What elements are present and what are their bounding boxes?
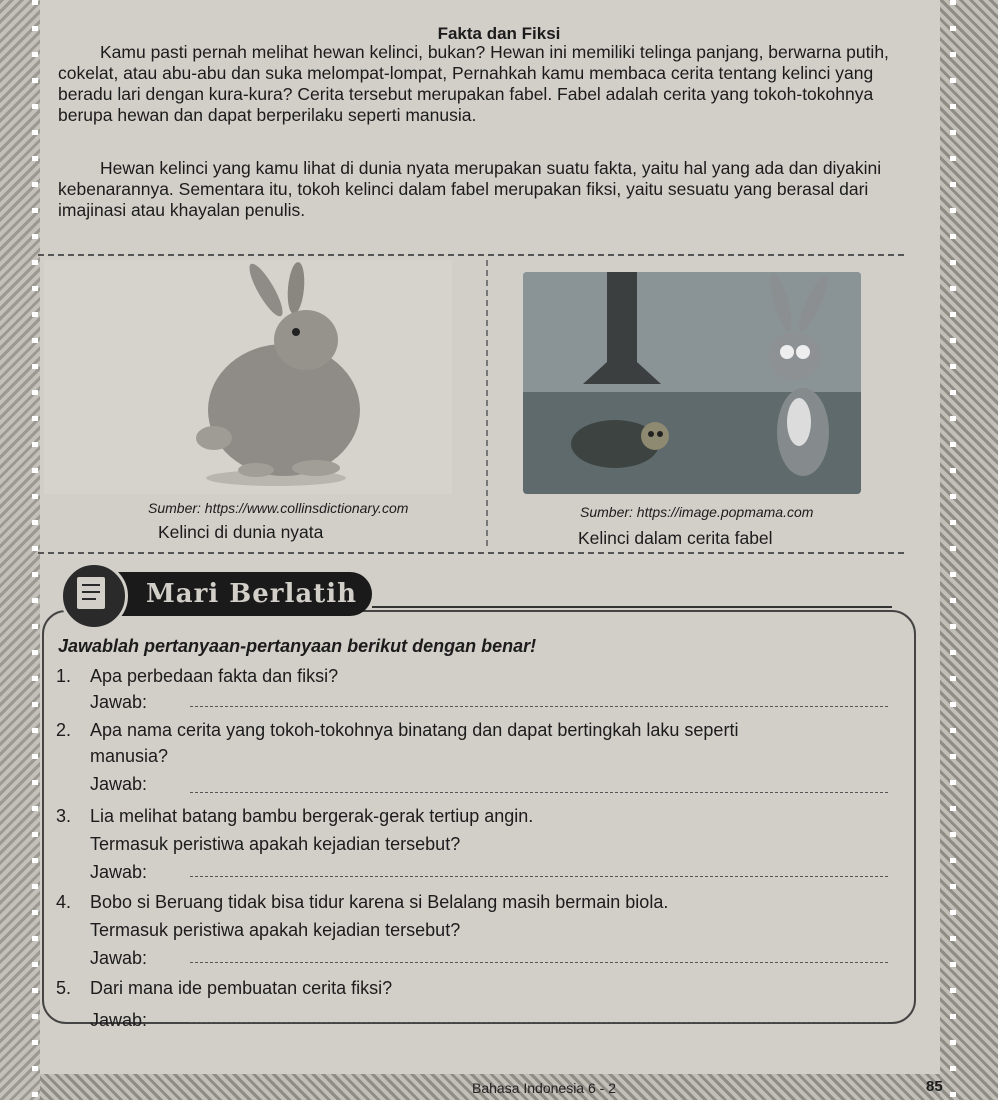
answer-label: Jawab:: [90, 862, 148, 882]
fable-rabbit-illustration: [523, 272, 861, 494]
notebook-icon: [60, 562, 128, 630]
question-5: 5. Dari mana ide pembuatan cerita fiksi? Jawab:: [56, 978, 393, 1030]
figure-1-source: Sumber: https://www.collinsdictionary.com: [148, 500, 409, 516]
question-3: 3. Lia melihat batang bambu bergerak-gerak tertiup angin. Termasuk peristiwa apakah kejadian tersebut? Jawab:: [56, 806, 534, 882]
figure-1-caption: Kelinci di dunia nyata: [158, 522, 324, 542]
question-1: 1. Apa perbedaan fakta dan fiksi? Jawab:: [56, 666, 339, 712]
answer-label: Jawab:: [90, 948, 148, 968]
answer-line-3[interactable]: [190, 876, 888, 877]
page-number: 85: [926, 1078, 943, 1095]
figure-divider: [486, 260, 488, 546]
answer-label: Jawab:: [90, 692, 148, 712]
answer-line-2[interactable]: [190, 792, 888, 793]
answer-line-1[interactable]: [190, 706, 888, 707]
answer-line-4[interactable]: [190, 962, 888, 963]
intro-paragraph-1: Kamu pasti pernah melihat hewan kelinci, bukan? Hewan ini memiliki telinga panjang, berwarna putih, cokelat, atau abu-abu dan suka melompat-lompat, Pernahkah kamu membaca cerita tentang kelinci yang beradu lari dengan kura-kura? Cerita tersebut merupakan fabel. Fabel adalah cerita yang tokoh-tokohnya berupa hewan dan dapat berperilaku seperti manusia.: [58, 42, 889, 125]
page-title: Fakta dan Fiksi: [437, 24, 561, 43]
answer-label: Jawab:: [90, 774, 148, 794]
figure-2-caption: Kelinci dalam cerita fabel: [578, 528, 773, 548]
section-title-rule: [372, 606, 892, 608]
section-title-badge: Mari Berlatih: [100, 572, 372, 616]
right-dot-pattern: [950, 0, 956, 1100]
figure-2-source: Sumber: https://image.popmama.com: [580, 504, 814, 520]
answer-label: Jawab:: [90, 1010, 148, 1030]
book-title-footer: Bahasa Indonesia 6 - 2: [472, 1080, 616, 1096]
question-4: 4. Bobo si Beruang tidak bisa tidur karena si Belalang masih bermain biola. Termasuk peristiwa apakah kejadian tersebut? Jawab:: [56, 892, 669, 968]
right-decorative-border: [940, 0, 998, 1100]
answer-line-5[interactable]: [190, 1022, 888, 1023]
exercise-instruction: Jawablah pertanyaan-pertanyaan berikut dengan benar!: [58, 636, 537, 656]
question-2: 2. Apa nama cerita yang tokoh-tokohnya binatang dan dapat bertingkah laku seperti manusia? Jawab:: [56, 720, 739, 794]
real-rabbit-photo: [44, 260, 452, 494]
intro-paragraph-2: Hewan kelinci yang kamu lihat di dunia nyata merupakan suatu fakta, yaitu hal yang ada dan diyakini kebenarannya. Sementara itu, tokoh kelinci dalam fabel merupakan fiksi, yaitu sesuatu yang berasal dari imajinasi atau khayalan penulis.: [58, 158, 882, 220]
